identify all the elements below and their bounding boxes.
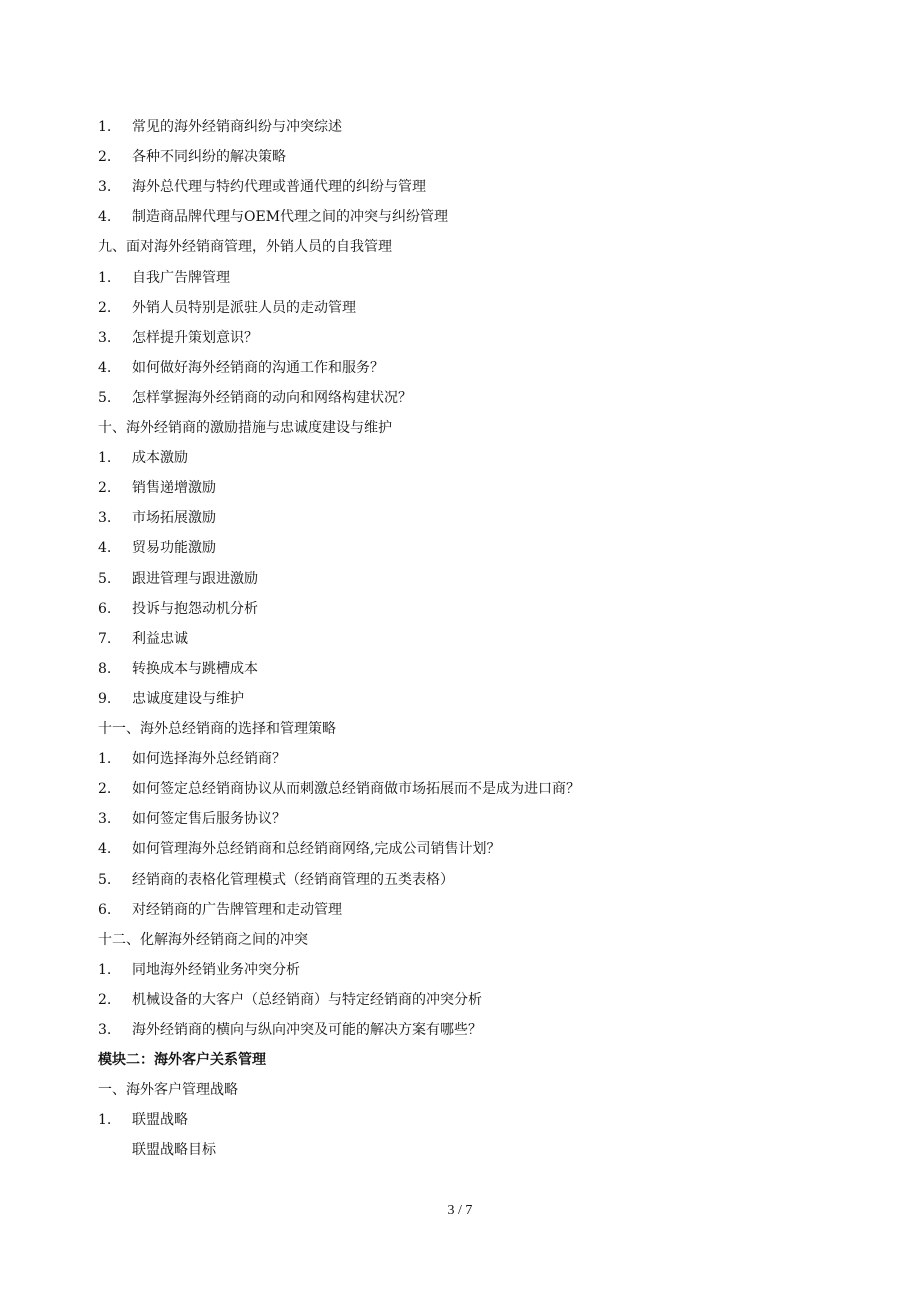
- list-item-text: 经销商的表格化管理模式（经销商管理的五类表格）: [132, 871, 454, 888]
- list-item-text: 联盟战略: [132, 1112, 188, 1129]
- list-item-number: 5.: [98, 570, 112, 587]
- section-heading: 十、海外经销商的激励措施与忠诚度建设与维护: [98, 420, 392, 436]
- list-item: [98, 985, 482, 1015]
- list-item: [98, 865, 454, 895]
- list-item-number: 5.: [98, 389, 112, 406]
- section-heading: 十二、化解海外经销商之间的冲突: [98, 931, 308, 948]
- list-item-text: 销售递增激励: [132, 480, 216, 497]
- list-item-text: 各种不同纠纷的解决策略: [132, 149, 286, 166]
- list-item-text: 如何签定售后服务协议？: [132, 811, 286, 828]
- list-item-text: 如何做好海外经销商的沟通工作和服务？: [132, 359, 384, 376]
- list-item-text: 制造商品牌代理与OEM代理之间的冲突与纠纷管理: [132, 209, 449, 226]
- list-item: [98, 263, 230, 293]
- list-item-text: 机械设备的大客户（总经销商）与特定经销商的冲突分析: [132, 991, 482, 1008]
- list-item-number: 4.: [98, 359, 112, 376]
- list-item-number: 4.: [98, 841, 112, 858]
- list-item: [98, 112, 342, 142]
- list-item: [98, 594, 258, 624]
- list-item-text: 投诉与抱怨动机分析: [132, 600, 258, 617]
- module-heading: 模块二：海外客户关系管理: [98, 1052, 266, 1069]
- list-item: [98, 503, 216, 533]
- list-item-text: 常见的海外经销商纠纷与冲突综述: [132, 119, 342, 135]
- list-item-number: 2.: [98, 781, 112, 798]
- list-item: [98, 684, 244, 714]
- list-item-number: 1.: [98, 961, 112, 978]
- list-item-number: 1.: [98, 119, 112, 135]
- page-number: 3 / 7: [447, 1203, 473, 1218]
- list-item-number: 2.: [98, 299, 112, 316]
- list-item-number: 7.: [98, 630, 112, 647]
- list-item: [98, 774, 580, 804]
- list-item-text: 如何选择海外总经销商？: [132, 751, 286, 768]
- list-item-text: 贸易功能激励: [132, 540, 216, 557]
- list-item-text: 海外总代理与特约代理或普通代理的纠纷与管理: [132, 179, 426, 196]
- list-item-text: 怎样掌握海外经销商的动向和网络构建状况？: [132, 389, 412, 406]
- list-item: [98, 473, 216, 503]
- list-item: [98, 804, 286, 834]
- list-item: [98, 834, 500, 864]
- list-item-text: 市场拓展激励: [132, 510, 216, 527]
- list-item-number: 1.: [98, 751, 112, 768]
- list-item: [98, 142, 286, 172]
- list-item: [98, 624, 188, 654]
- list-item-number: 9.: [98, 690, 112, 707]
- list-item-number: 3.: [98, 811, 112, 828]
- list-item-text: 如何管理海外总经销商和总经销商网络,完成公司销售计划？: [132, 841, 501, 858]
- list-item-number: 1.: [98, 269, 112, 286]
- list-item: [98, 564, 258, 594]
- list-item-text: 对经销商的广告牌管理和走动管理: [132, 901, 342, 918]
- list-item-number: 8.: [98, 660, 112, 677]
- list-item: [98, 744, 286, 774]
- list-item: [98, 443, 188, 473]
- list-item: [98, 353, 384, 383]
- list-item-text: 转换成本与跳槽成本: [132, 660, 258, 677]
- list-item-number: 3.: [98, 1022, 112, 1038]
- list-item: [98, 202, 448, 232]
- list-item: [98, 383, 412, 413]
- list-item-text: 同地海外经销业务冲突分析: [132, 961, 300, 978]
- list-item: [98, 293, 356, 323]
- list-item-text: 外销人员特别是派驻人员的走动管理: [132, 299, 356, 316]
- list-item: [98, 1015, 482, 1045]
- list-item-text: 怎样提升策划意识？: [132, 329, 258, 346]
- section-heading: 十一、海外总经销商的选择和管理策略: [98, 721, 336, 737]
- list-item: [98, 323, 258, 353]
- list-item-number: 6.: [98, 600, 112, 617]
- list-item: [98, 654, 258, 684]
- list-item-text: 忠诚度建设与维护: [132, 690, 244, 707]
- list-item-number: 3.: [98, 179, 112, 196]
- list-item: [98, 1105, 188, 1135]
- list-item-number: 3.: [98, 329, 112, 346]
- list-item-number: 5.: [98, 871, 112, 888]
- list-item: [98, 533, 216, 563]
- list-item-number: 1.: [98, 450, 112, 467]
- list-item-number: 2.: [98, 149, 112, 166]
- list-item: [98, 172, 426, 202]
- list-item-number: 2.: [98, 480, 112, 497]
- sub-item: 联盟战略目标: [132, 1142, 216, 1159]
- list-item-number: 6.: [98, 901, 112, 918]
- list-item-text: 如何签定总经销商协议从而刺激总经销商做市场拓展而不是成为进口商？: [132, 781, 580, 798]
- list-item-text: 海外经销商的横向与纵向冲突及可能的解决方案有哪些？: [132, 1022, 482, 1038]
- list-item-number: 3.: [98, 510, 112, 527]
- list-item-text: 自我广告牌管理: [132, 269, 230, 286]
- list-item-text: 成本激励: [132, 450, 188, 467]
- list-item-number: 2.: [98, 991, 112, 1008]
- list-item: [98, 955, 300, 985]
- list-item: [98, 895, 342, 925]
- list-item-text: 利益忠诚: [132, 630, 188, 647]
- list-item-number: 4.: [98, 540, 112, 557]
- list-item-number: 4.: [98, 209, 112, 226]
- section-heading: 九、面对海外经销商管理，外销人员的自我管理: [98, 239, 392, 256]
- list-item-text: 跟进管理与跟进激励: [132, 570, 258, 587]
- list-item-number: 1.: [98, 1112, 112, 1129]
- section-heading: 一、海外客户管理战略: [98, 1082, 238, 1099]
